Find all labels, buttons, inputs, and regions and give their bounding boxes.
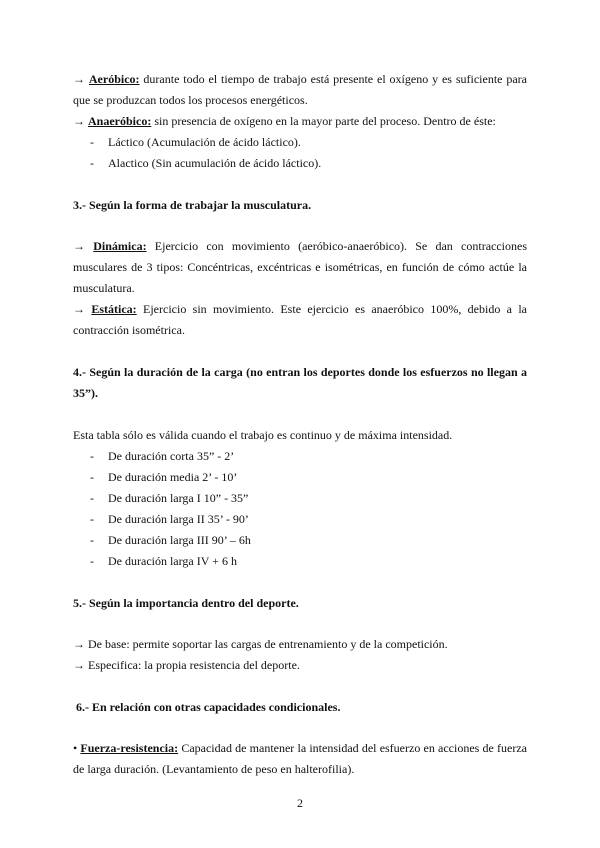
anaerobic-label: Anaeróbico: bbox=[88, 114, 152, 128]
dynamic-text: Ejercicio con movimiento (aeróbico-anaeróbico). Se dan contracciones musculares de 3 tipos: Concéntricas, excéntricas e isométricas, en función de cómo actúe la musculatura. bbox=[73, 239, 527, 295]
dynamic-label: Dinámica: bbox=[93, 239, 147, 253]
anaerobic-paragraph bbox=[73, 111, 527, 132]
static-label: Estática: bbox=[91, 302, 137, 316]
list-item: - De duración larga IV + 6 h bbox=[90, 554, 237, 568]
aerobic-text: durante todo el tiempo de trabajo está presente el oxígeno y es suficiente para que se produzcan todos los procesos energéticos. bbox=[73, 72, 528, 107]
page-number: 2 bbox=[297, 796, 303, 810]
arrow-icon: → bbox=[73, 72, 85, 86]
section-heading: 5.- Según la importancia dentro del deporte. bbox=[73, 596, 299, 610]
anaerobic-text: sin presencia de oxígeno en la mayor parte del proceso. Dentro de éste: bbox=[151, 114, 496, 128]
aerobic-paragraph bbox=[73, 69, 527, 111]
specific-line: → Especifica: la propia resistencia del deporte. bbox=[73, 658, 300, 672]
list-item: - Alactico (Sin acumulación de ácido láctico). bbox=[90, 156, 322, 170]
strength-endurance-label: Fuerza-resistencia: bbox=[80, 741, 179, 755]
strength-endurance-text: Capacidad de mantener la intensidad del esfuerzo en acciones de fuerza de larga duración. (Levantamiento de peso en halterofilia). bbox=[73, 741, 528, 776]
list-item: - De duración corta 35” - 2’ bbox=[90, 449, 235, 463]
list-item: - De duración larga II 35’ - 90’ bbox=[90, 512, 249, 526]
list-item: - De duración larga I 10” - 35” bbox=[90, 491, 249, 505]
aerobic-label: Aeróbico: bbox=[88, 72, 140, 86]
section-heading: 6.- En relación con otras capacidades condicionales. bbox=[73, 700, 341, 714]
section-heading: 3.- Según la forma de trabajar la musculatura. bbox=[73, 198, 312, 212]
list-item: - Láctico (Acumulación de ácido láctico). bbox=[90, 135, 301, 149]
arrow-icon: → bbox=[73, 302, 85, 316]
table-intro: Esta tabla sólo es válida cuando el trabajo es continuo y de máxima intensidad. bbox=[73, 428, 453, 442]
strength-endurance-paragraph bbox=[73, 738, 527, 780]
list-item: - De duración larga III 90’ – 6h bbox=[90, 533, 251, 547]
dynamic-paragraph bbox=[73, 236, 527, 299]
base-line: → De base: permite soportar las cargas de entrenamiento y de la competición. bbox=[73, 637, 448, 651]
list-item: - De duración media 2’ - 10’ bbox=[90, 470, 238, 484]
static-text: Ejercicio sin movimiento. Este ejercicio es anaeróbico 100%, debido a la contracción isométrica. bbox=[73, 302, 527, 337]
section-heading: 4.- Según la duración de la carga (no entran los deportes donde los esfuerzos no llegan a 35”). bbox=[73, 365, 527, 400]
arrow-icon: → bbox=[73, 239, 85, 253]
arrow-icon: → bbox=[73, 114, 85, 128]
bullet-icon: • bbox=[73, 741, 78, 755]
static-paragraph bbox=[73, 299, 527, 341]
